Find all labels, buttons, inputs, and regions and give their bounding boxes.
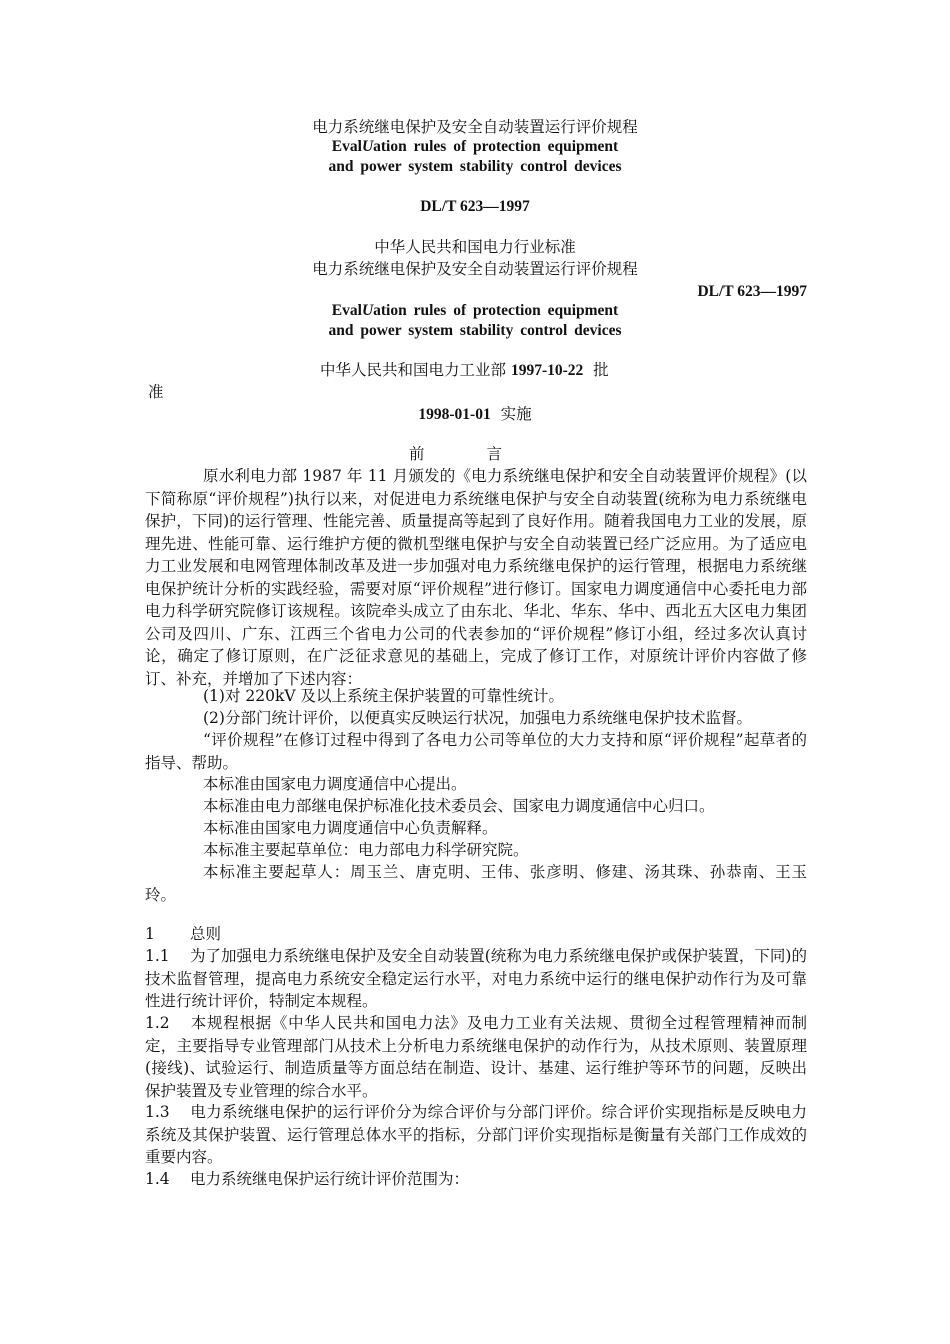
title-cn: 电力系统继电保护及安全自动装置运行评价规程 — [312, 118, 638, 136]
foreword-heading: 前 言 — [409, 445, 503, 463]
section-1-number: 1 — [145, 925, 155, 943]
impl-word: 实施 — [500, 405, 532, 423]
title-en-part-b: U — [361, 138, 374, 155]
title-en-part-c: ation rules of protection equipment — [373, 138, 619, 155]
title-cn-2: 电力系统继电保护及安全自动装置运行评价规程 — [312, 260, 638, 278]
foreword-paragraph-5: 本标准由国家电力调度通信中心负责解释。 — [203, 819, 498, 837]
foreword-paragraph-4: 本标准由电力部继电保护标准化技术委员会、国家电力调度通信中心归口。 — [203, 797, 715, 815]
foreword-paragraph-2: “评价规程”在修订过程中得到了各电力公司等单位的大力支持和原“评价规程”起草者的指导、帮助。 — [145, 731, 807, 772]
approval-word-1: 批 — [593, 361, 609, 379]
foreword-item-2: (2)分部门统计评价，以便真实反映运行状况，加强电力系统继电保护技术监督。 — [203, 709, 752, 727]
standard-code-right: DL/T 623—1997 — [697, 283, 807, 300]
impl-date: 1998-01-01 — [418, 406, 491, 423]
approval-org: 中华人民共和国电力工业部 — [320, 361, 507, 379]
section-1-3-number: 1.3 — [145, 1103, 170, 1121]
standard-name: 中华人民共和国电力行业标准 — [374, 238, 576, 256]
foreword-paragraph-1: 原水利电力部 1987 年 11 月颁发的《电力系统继电保护和安全自动装置评价规程》(以下简称原“评价规程”)执行以来，对促进电力系统继电保护与安全自动装置(统称为电力系统继电保护，下同)的运行管理、性能完善、质量提高等起到了良好作用。随着我国电力工业的发展，原理先进、性能可靠、运行维护方便的微机型继电保护与安全自动装置已经广泛应用。为了适应电力工业发展和电网管理体制改革及进一步加强对电力系统继电保护的运行管理，根据电力系统继电保护统计分析的实践经验，需要对原“评价规程”进行修订。国家电力调度通信中心委托电力部电力科学研究院修订该规程。该院牵头成立了由东北、华北、华东、华中、西北五大区电力集团公司及四川、广东、江西三个省电力公司的代表参加的“评价规程”修订小组，经过多次认真讨论，确定了修订原则，在广泛征求意见的基础上，完成了修订工作，对原统计评价内容做了修订、补充，并增加了下述内容： — [145, 467, 807, 688]
section-1-1 — [145, 945, 807, 1013]
foreword-paragraph-7: 本标准主要起草人：周玉兰、唐克明、王伟、张彦明、修建、汤其珠、孙恭南、王玉玲。 — [145, 863, 807, 904]
section-1-2-text: 本规程根据《中华人民共和国电力法》及电力工业有关法规、贯彻全过程管理精神而制定，主要指导专业管理部门从技术上分析电力系统继电保护的动作行为，从技术原则、装置原理(接线)、试验运行、制造质量等方面总结在制造、设计、基建、运行维护等环节的问题，反映出保护装置及专业管理的综合水平。 — [145, 1014, 807, 1100]
approval-date: 1997-10-22 — [510, 362, 584, 379]
section-1-2-number: 1.2 — [145, 1014, 170, 1032]
section-1-3 — [145, 1101, 807, 1169]
section-1-heading — [145, 923, 807, 946]
title-en-line-4: and power system stability control devices — [328, 322, 622, 339]
section-1-4-text: 电力系统继电保护运行统计评价范围为： — [190, 1170, 470, 1188]
title-en-part-c-2: ation rules of protection equipment — [373, 302, 619, 319]
section-1-4 — [145, 1168, 807, 1191]
approval-line — [320, 360, 609, 381]
approval-word-2: 准 — [148, 383, 164, 401]
section-1-4-number: 1.4 — [145, 1170, 170, 1188]
title-en-line-1 — [0, 137, 950, 157]
section-1-2 — [145, 1012, 807, 1102]
standard-code: DL/T 623—1997 — [420, 198, 530, 215]
section-1-title: 总则 — [190, 925, 222, 943]
title-en-line-3 — [0, 301, 950, 321]
title-en-part-b-2: U — [361, 302, 374, 319]
implementation-line — [0, 404, 950, 425]
foreword-paragraph-3: 本标准由国家电力调度通信中心提出。 — [203, 775, 467, 793]
title-en-part-a-2: Eval — [331, 302, 362, 319]
section-1-3-text: 电力系统继电保护的运行评价分为综合评价与分部门评价。综合评价实现指标是反映电力系统及其保护装置、运行管理总体水平的指标，分部门评价实现指标是衡量有关部门工作成效的重要内容。 — [145, 1103, 807, 1166]
title-en-part-a: Eval — [331, 138, 362, 155]
title-en-line-2: and power system stability control devices — [328, 158, 622, 175]
foreword-item-1: (1)对 220kV 及以上系统主保护装置的可靠性统计。 — [203, 687, 564, 705]
section-1-1-text: 为了加强电力系统继电保护及安全自动装置(统称为电力系统继电保护或保护装置，下同)的技术监督管理，提高电力系统安全稳定运行水平，对电力系统中运行的继电保护动作行为及可靠性进行统计评价，特制定本规程。 — [145, 947, 807, 1010]
section-1-1-number: 1.1 — [145, 947, 170, 965]
foreword-paragraph-6: 本标准主要起草单位：电力部电力科学研究院。 — [203, 841, 529, 859]
